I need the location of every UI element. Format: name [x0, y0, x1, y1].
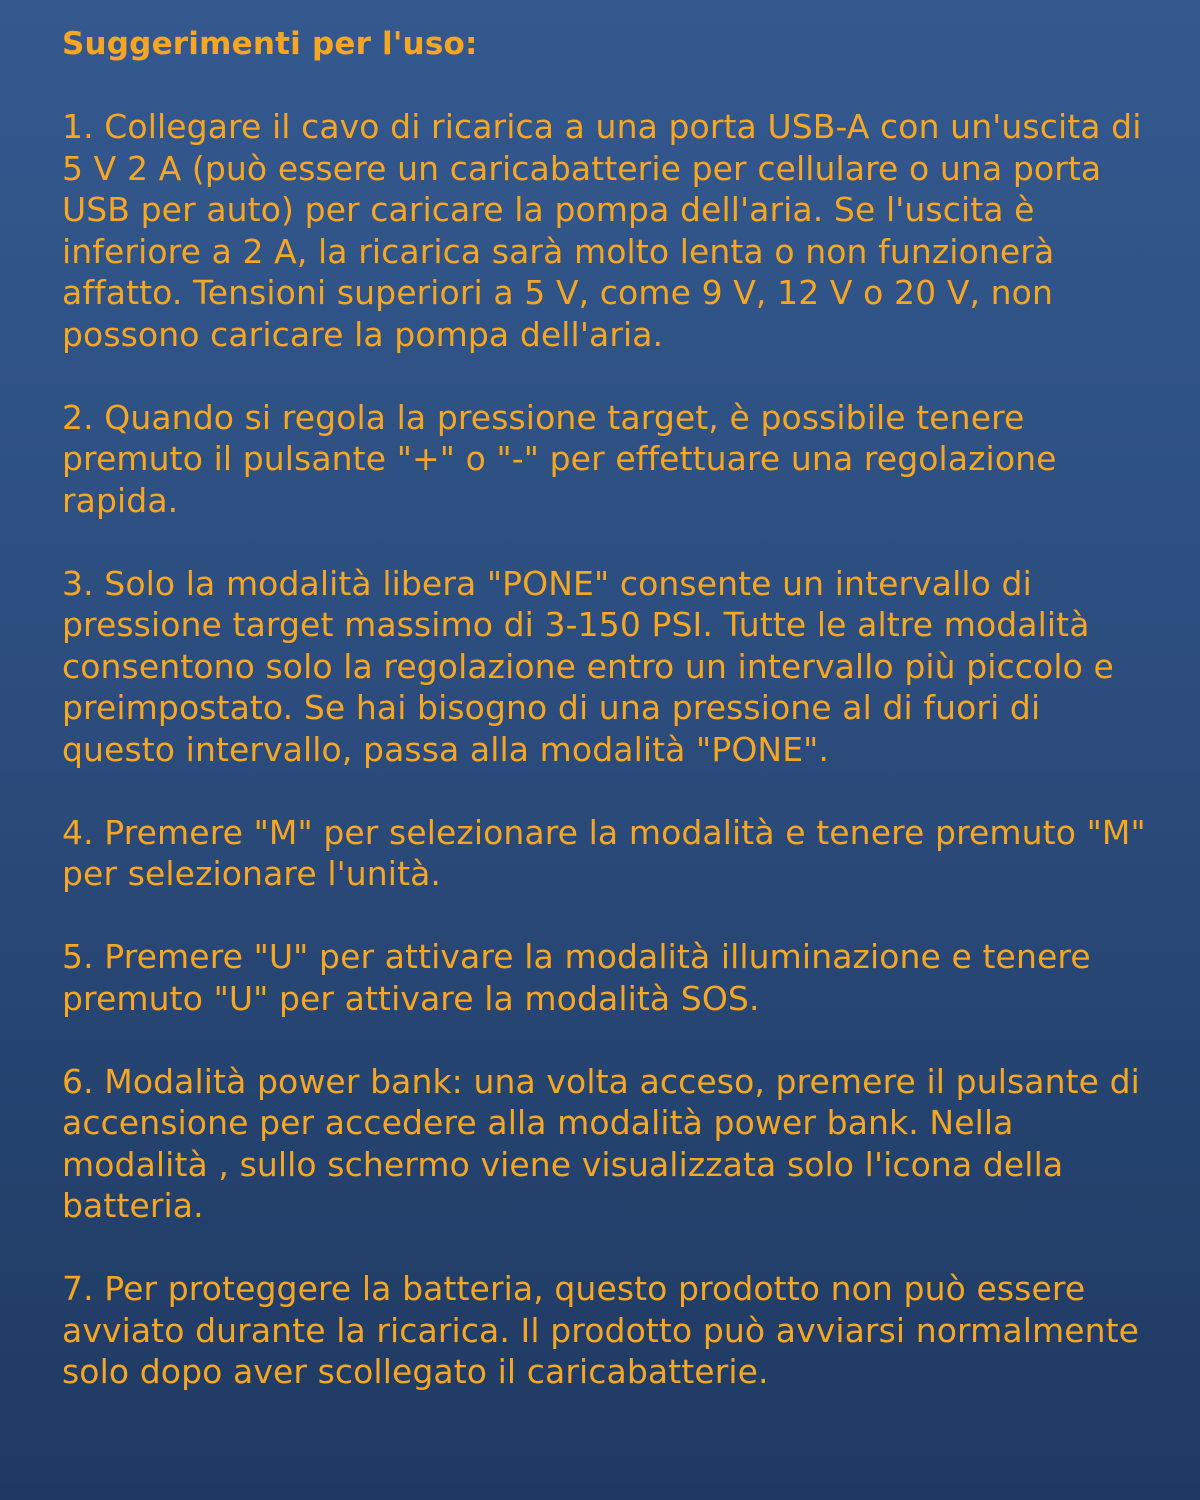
tip-4: 4. Premere "M" per selezionare la modalità e tenere premuto "M" per selezionare l'unità.: [62, 812, 1146, 893]
page-title: Suggerimenti per l'uso:: [62, 26, 478, 62]
tip-1: 1. Collegare il cavo di ricarica a una porta USB-A con un'uscita di 5 V 2 A (può essere un caricabatterie per cellulare o una porta USB per auto) per caricare la pompa dell'aria. Se l'uscita è inferiore a 2 A, la ricarica sarà molto lenta o non funzionerà affatto. Tensioni superiori a 5 V, come 9 V, 12 V o 20 V, non possono caricare la pompa dell'aria.: [62, 107, 1142, 354]
tips-list: [62, 106, 1150, 1393]
tip-5: 5. Premere "U" per attivare la modalità illuminazione e tenere premuto "U" per attivare la modalità SOS.: [62, 937, 1091, 1018]
tip-7: 7. Per proteggere la batteria, questo prodotto non può essere avviato durante la ricarica. Il prodotto può avviarsi normalmente solo dopo aver scollegato il caricabatterie.: [62, 1269, 1140, 1391]
tip-2: 2. Quando si regola la pressione target, è possibile tenere premuto il pulsante "+" o "-" per effettuare una regolazione rapida.: [62, 397, 1057, 520]
tip-3: 3. Solo la modalità libera "PONE" consente un intervallo di pressione target massimo di 3-150 PSI. Tutte le altre modalità consentono solo la regolazione entro un intervallo più piccolo e preimpostato. Se hai bisogno di una pressione al di fuori di questo intervallo, passa alla modalità "PONE".: [62, 563, 1114, 769]
tip-6: 6. Modalità power bank: una volta acceso, premere il pulsante di accensione per accedere alla modalità power bank. Nella modalità , sullo schermo viene visualizzata solo l'icona della batteria.: [62, 1061, 1140, 1225]
